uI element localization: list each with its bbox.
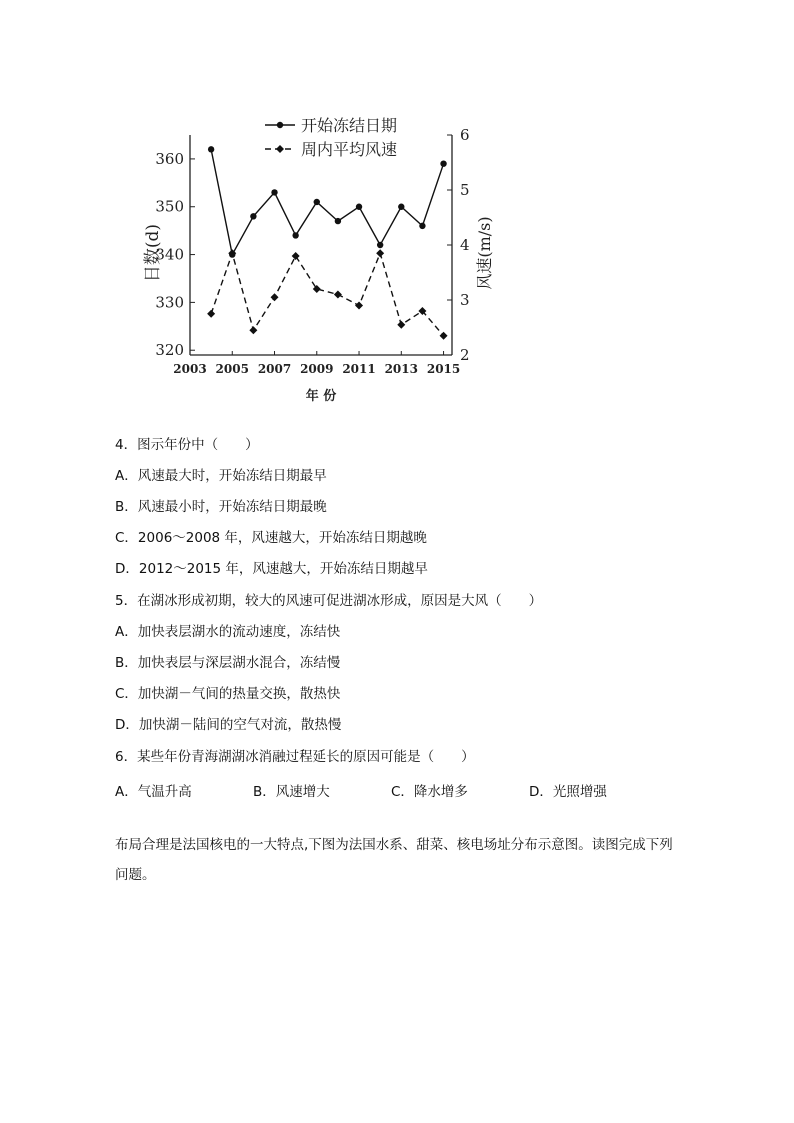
x-axis-title: 年 份 (305, 389, 337, 404)
y-right-tick-label: 3 (460, 291, 470, 309)
legend-marker-2 (276, 145, 284, 153)
series-1-point (419, 223, 425, 229)
series-line-2 (211, 253, 443, 336)
question-5-option-a: A．加快表层湖水的流动速度，冻结快 (115, 624, 341, 640)
freeze-date-wind-speed-chart (140, 105, 494, 415)
question-5-option-b: B．加快表层与深层湖水混合，冻结慢 (115, 655, 341, 671)
x-tick-label: 2007 (257, 362, 292, 376)
intro-paragraph: 布局合理是法国核电的一大特点,下图为法国水系、甜菜、核电场址分布示意图。读图完成下列问题。 (115, 837, 673, 883)
series-2-point (334, 291, 342, 299)
series-1-point (398, 204, 404, 210)
y-left-axis-title: 日数(d) (143, 223, 163, 283)
series-1-point (250, 213, 256, 219)
series-2-point (355, 302, 363, 310)
question-6-option-c: C．降水增多 (391, 784, 468, 800)
question-4-option-d: D．2012～2015 年，风速越大，开始冻结日期越早 (115, 561, 428, 577)
series-1-point (292, 232, 298, 238)
legend-label-1: 开始冻结日期 (301, 116, 398, 135)
x-tick-label: 2005 (215, 362, 249, 376)
question-4-stem: 4．图示年份中（ ） (115, 437, 259, 453)
y-left-tick-label: 360 (155, 149, 184, 168)
legend-marker-1 (277, 122, 283, 128)
series-line-1 (211, 149, 443, 254)
x-tick-label: 2009 (300, 362, 334, 376)
question-6-options (115, 780, 675, 798)
legend-label-2: 周内平均风速 (301, 140, 398, 159)
series-2-point (249, 326, 257, 334)
chart-axes (143, 126, 494, 404)
series-2-point (207, 310, 215, 318)
question-5-option-c: C．加快湖－气间的热量交换，散热快 (115, 686, 341, 702)
y-left-tick-label: 350 (155, 197, 184, 216)
question-4-option-c: C．2006～2008 年，风速越大，开始冻结日期越晚 (115, 530, 427, 546)
question-6-option-b: B．风速增大 (253, 784, 330, 800)
y-left-tick-label: 320 (155, 341, 184, 360)
series-1-point (314, 199, 320, 205)
chart-legend (265, 116, 397, 159)
y-right-tick-label: 2 (460, 346, 470, 364)
chart-series (207, 146, 447, 340)
series-2-point (376, 249, 384, 257)
question-4-option-a: A．风速最大时，开始冻结日期最早 (115, 468, 327, 484)
y-right-tick-label: 5 (460, 181, 470, 199)
series-1-point (440, 160, 446, 166)
question-5-stem: 5．在湖冰形成初期，较大的风速可促进湖冰形成，原因是大风（ ） (115, 593, 543, 609)
series-2-point (271, 293, 279, 301)
question-6-option-a: A．气温升高 (115, 784, 192, 800)
x-tick-label: 2011 (342, 362, 376, 376)
y-right-tick-label: 4 (460, 236, 470, 254)
question-6-option-d: D．光照增强 (529, 784, 607, 800)
x-tick-label: 2003 (173, 362, 207, 376)
series-1-point (356, 204, 362, 210)
y-left-tick-label: 340 (155, 245, 184, 264)
x-tick-label: 2013 (384, 362, 418, 376)
y-right-tick-label: 6 (460, 126, 470, 144)
series-2-point (397, 321, 405, 329)
series-1-point (377, 242, 383, 248)
question-6-stem: 6．某些年份青海湖湖冰消融过程延长的原因可能是（ ） (115, 749, 475, 765)
series-2-point (440, 332, 448, 340)
y-right-axis-title: 风速(m/s) (475, 216, 494, 290)
series-1-point (271, 189, 277, 195)
x-tick-label: 2015 (426, 362, 461, 376)
series-1-point (208, 146, 214, 152)
question-5-option-d: D．加快湖－陆间的空气对流，散热慢 (115, 717, 342, 733)
series-2-point (313, 285, 321, 293)
y-left-tick-label: 330 (155, 293, 184, 312)
series-1-point (335, 218, 341, 224)
series-2-point (292, 252, 300, 260)
question-4-option-b: B．风速最小时，开始冻结日期最晚 (115, 499, 327, 515)
